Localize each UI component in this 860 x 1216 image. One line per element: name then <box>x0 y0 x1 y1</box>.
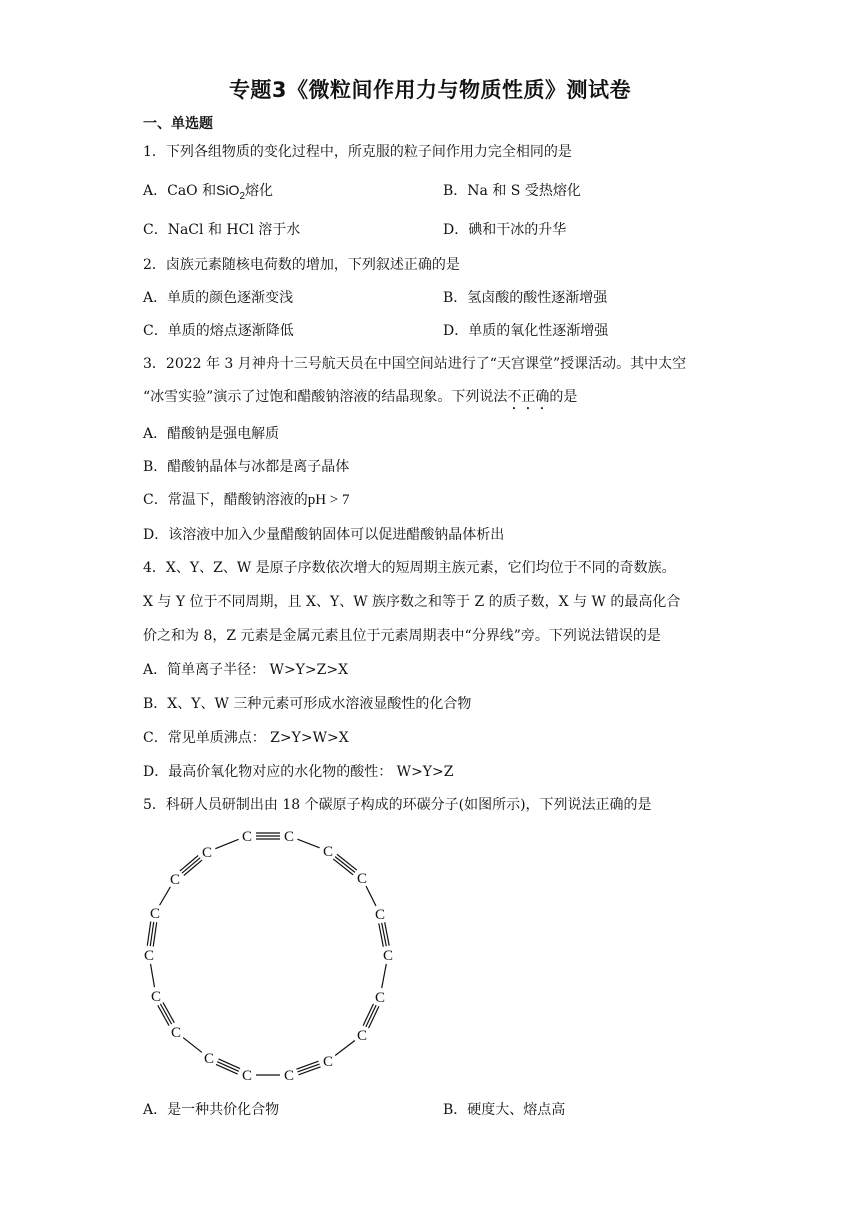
triple-bond-line-2-2 <box>333 859 353 875</box>
carbon-atom-13: C <box>150 989 162 1005</box>
q3-stem-line1: 3．2022 年 3 月神舟十三号航天员在中国空间站进行了“天宫课堂”授课活动。其中太空 <box>143 356 687 372</box>
carbon-atom-6: C <box>374 990 386 1006</box>
q4-stem-line3: 价之和为 8，Z 元素是金属元素且位于元素周期表中“分界线”旁。下列说法错误的是 <box>143 628 661 644</box>
carbon-atom-7: C <box>356 1028 368 1044</box>
q1-option-d: D．碘和干冰的升华 <box>443 222 567 238</box>
triple-bond-line-2-0 <box>337 854 357 870</box>
section-heading: 一、单选题 <box>143 116 213 132</box>
q2-option-a: A．单质的颜色逐渐变浅 <box>143 290 294 306</box>
q4-option-c: C．常见单质沸点： Z>Y>W>X <box>143 730 349 746</box>
q4-option-b: B．X、Y、W 三种元素可形成水溶液显酸性的化合物 <box>143 696 472 712</box>
q4-option-d: D．最高价氧化物对应的水化物的酸性： W>Y>Z <box>143 764 454 780</box>
single-bond-line-15-0 <box>160 887 171 905</box>
triple-bond-line-16-0 <box>180 856 198 871</box>
q3-ph-expression: pH > 7 <box>307 492 350 508</box>
carbon-atom-17: C <box>201 845 213 861</box>
page-title: 专题3《微粒间作用力与物质性质》测试卷 <box>228 78 632 102</box>
single-bond-line-13-0 <box>151 964 155 987</box>
carbon-atom-9: C <box>283 1068 295 1084</box>
triple-bond-line-16-2 <box>184 860 202 875</box>
single-bond-line-1-0 <box>297 839 319 848</box>
q3-option-d: D．该溶液中加入少量醋酸钠固体可以促进醋酸钠晶体析出 <box>143 527 505 543</box>
q3-emphasis: 不正确 <box>507 389 550 405</box>
q5-stem: 5．科研人员研制出由 18 个碳原子构成的环碳分子(如图所示)，下列说法正确的是 <box>143 797 652 813</box>
q3-option-b: B．醋酸钠晶体与冰都是离子晶体 <box>143 459 350 475</box>
triple-bond-line-16-1 <box>182 858 200 873</box>
carbon-atom-5: C <box>382 948 394 964</box>
single-bond-line-17-0 <box>215 839 238 848</box>
carbon-atom-2: C <box>322 844 334 860</box>
triple-bond-line-2-1 <box>335 857 355 873</box>
q5-option-a: A．是一种共价化合物 <box>143 1102 280 1118</box>
q1-option-b: B．Na 和 S 受热熔化 <box>443 183 581 199</box>
carbon-atom-14: C <box>143 948 155 964</box>
q1-a-chem: SiO$_2$ <box>216 182 246 202</box>
carbon-atom-1: C <box>283 829 295 845</box>
triple-bond-line-14-1 <box>150 922 153 946</box>
q4-option-a: A．简单离子半径： W>Y>Z>X <box>143 662 349 678</box>
single-bond-line-7-0 <box>335 1040 355 1055</box>
single-bond-line-11-0 <box>183 1038 202 1053</box>
single-bond-line-5-0 <box>382 964 387 988</box>
single-bond-line-3-0 <box>366 886 376 906</box>
q1-a-post: 熔化 <box>245 183 274 199</box>
carbon-atom-11: C <box>203 1051 215 1067</box>
carbon-atom-12: C <box>170 1025 182 1041</box>
carbon-atom-15: C <box>149 906 161 922</box>
q2-option-b: B．氢卤酸的酸性逐渐增强 <box>443 290 608 306</box>
carbon-atom-10: C <box>241 1068 253 1084</box>
q3-option-c: C．常温下，醋酸钠溶液的pH > 7 <box>143 492 350 508</box>
carbon-atom-3: C <box>356 871 368 887</box>
q2-stem: 2．卤族元素随核电荷数的增加，下列叙述正确的是 <box>143 257 460 273</box>
q1-stem: 1．下列各组物质的变化过程中，所克服的粒子间作用力完全相同的是 <box>143 144 572 160</box>
q1-a-text: A．CaO 和 <box>143 183 217 199</box>
q3-option-a: A．醋酸钠是强电解质 <box>143 426 280 442</box>
carbon-atom-8: C <box>322 1054 334 1070</box>
q5-option-b: B．硬度大、熔点高 <box>443 1102 566 1118</box>
carbon-atom-0: C <box>241 829 253 845</box>
q1-option-c: C．NaCl 和 HCl 溶于水 <box>143 222 301 238</box>
q3-stem-line2: “冰雪实验”演示了过饱和醋酸钠溶液的结晶现象。下列说法不正确的是 <box>143 389 578 405</box>
carbon-atom-4: C <box>374 907 386 923</box>
q2-option-c: C．单质的熔点逐渐降低 <box>143 323 294 339</box>
q4-stem-line2: X 与 Y 位于不同周期，且 X、Y、W 族序数之和等于 Z 的质子数，X 与 W 的最高化合 <box>143 594 681 610</box>
triple-bond-line-14-0 <box>147 921 150 945</box>
q4-stem-line1: 4．X、Y、Z、W 是原子序数依次增大的短周期主族元素，它们均位于不同的奇数族。 <box>143 560 676 576</box>
carbon-atom-16: C <box>169 872 181 888</box>
q2-option-d: D．单质的氧化性逐渐增强 <box>443 323 609 339</box>
triple-bond-line-14-2 <box>153 922 156 946</box>
